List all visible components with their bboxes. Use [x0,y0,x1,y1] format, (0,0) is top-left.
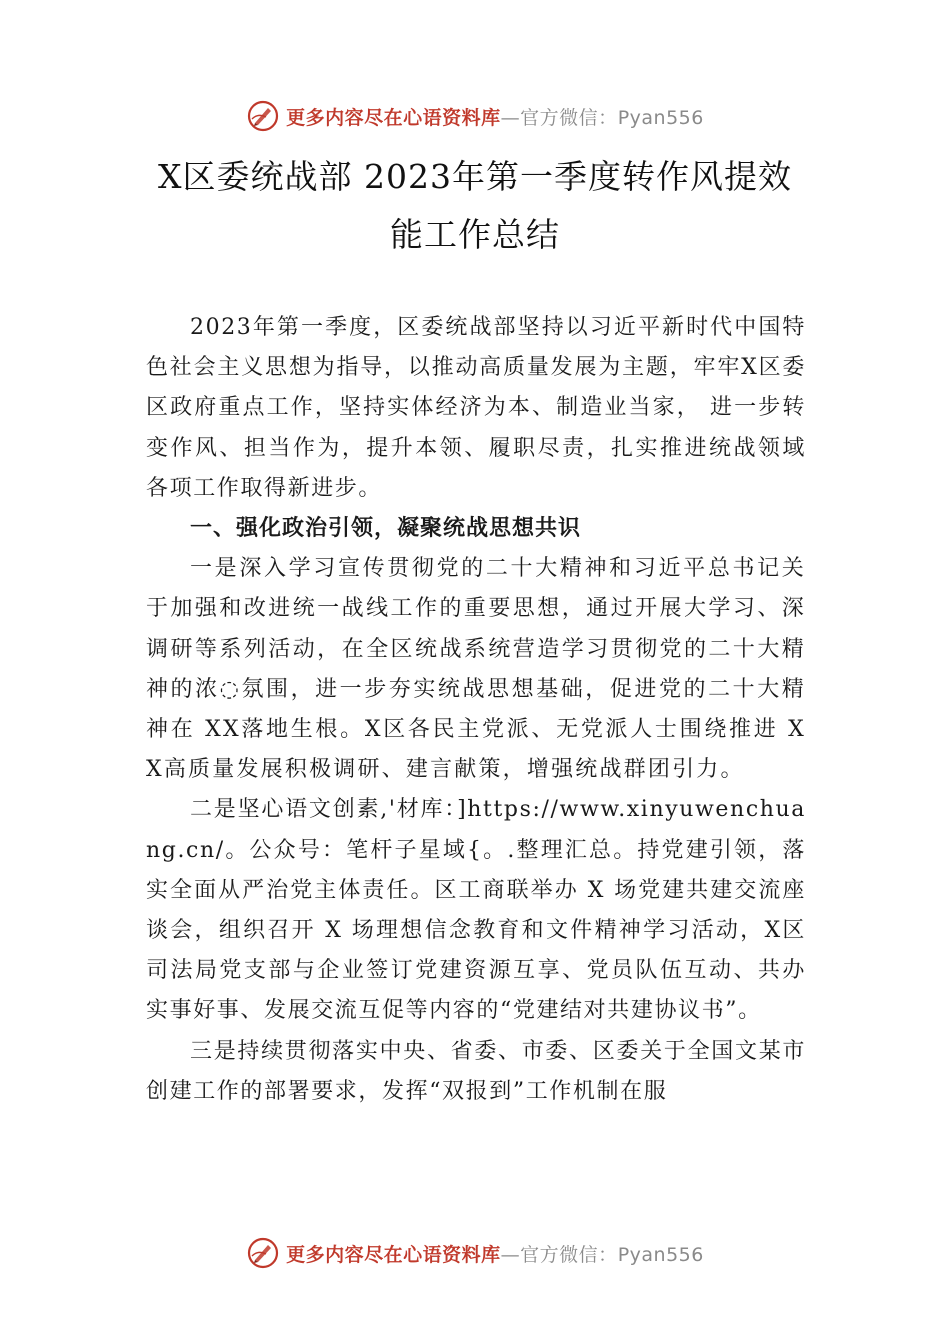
document-title [100,148,850,264]
pen-logo-icon [246,99,280,133]
watermark-banner-top [0,96,950,136]
watermark-account: Pyan556 [617,106,704,129]
paragraph-2: 二是坚心语文创素,'材库：]https://www.xinyuwenchuang.cn/。公众号：笔杆子星域{。.整理汇总。持党建引领，落实全面从严治党主体责任。区工商联举办 X 场党建共建交流座谈会，组织召开 X 场理想信念教育和文件精神学习活动，X区司法局党支部与企业签订党建资源互享、党员队伍互动、共办实事好事、发展交流互促等内容的“党建结对共建协议书”。 [146,797,806,1024]
section-heading-1: 一、强化政治引领，凝聚统战思想共识 [190,516,582,542]
title-line-2: 能工作总结 [390,215,560,254]
watermark-tail: 官方微信： [520,106,618,129]
watermark-lead: 更多内容尽在心语资料库 [286,1243,501,1266]
title-line-1: X区委统战部 2023年第一季度转作风提效 [158,157,792,196]
document-body [146,308,806,1112]
pen-logo-icon [246,1236,280,1270]
paragraph-1: 一是深入学习宣传贯彻党的二十大精神和习近平总书记关于加强和改进统一战线工作的重要思想，通过开展大学习、深调研等系列活动，在全区统战系统营造学习贯彻党的二十大精神的浓◌氛围，进一步夯实统战思想基础，促进党的二十大精神在 XX落地生根。X区各民主党派、无党派人士围绕推进 XX高质量发展积极调研、建言献策，增强统战群团引力。 [146,556,806,783]
watermark-dash: — [500,106,521,129]
watermark-text [286,1240,704,1267]
watermark-banner-bottom [0,1233,950,1273]
watermark-text [286,103,704,130]
watermark-lead: 更多内容尽在心语资料库 [286,106,501,129]
paragraph-3: 三是持续贯彻落实中央、省委、市委、区委关于全国文某市创建工作的部署要求，发挥“双报到”工作机制在服 [146,1038,806,1104]
watermark-tail: 官方微信： [520,1243,618,1266]
intro-paragraph: 2023年第一季度，区委统战部坚持以习近平新时代中国特色社会主义思想为指导，以推动高质量发展为主题，牢牢X区委区政府重点工作，坚持实体经济为本、制造业当家， 进一步转变作风、担当作为，提升本领、履职尽责，扎实推进统战领域各项工作取得新进步。 [146,315,806,501]
watermark-dash: — [500,1243,521,1266]
watermark-account: Pyan556 [617,1243,704,1266]
